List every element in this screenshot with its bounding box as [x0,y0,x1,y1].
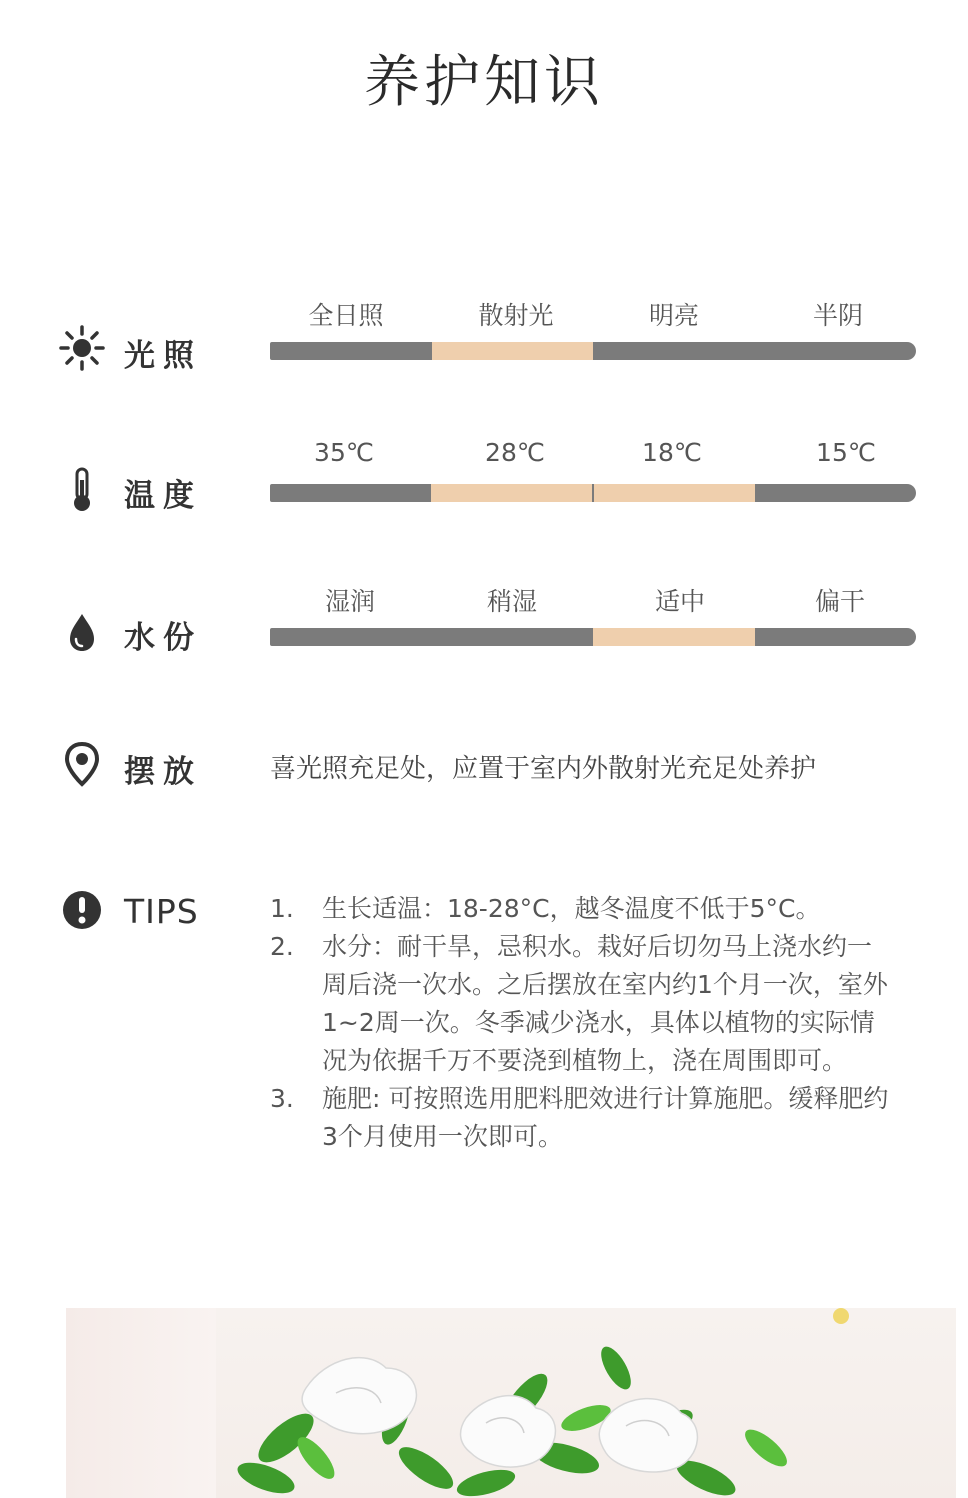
scale-label: 28℃ [485,438,545,467]
scale-segment [432,628,594,646]
water-drop-icon [58,608,106,656]
row-label-placement: 摆放 [124,754,202,790]
scale-segment [270,342,432,360]
scale-segment-highlighted [431,484,592,502]
row-label-water: 水份 [124,620,202,656]
scale-label: 散射光 [478,301,554,330]
gardenia-photo [66,1308,956,1498]
tip-number: 1. [270,894,294,923]
row-label-light: 光照 [124,338,202,374]
scale-bar [270,342,916,360]
scale-segment [755,484,916,502]
scale-label: 18℃ [642,438,702,467]
placement-text: 喜光照充足处，应置于室内外散射光充足处养护 [270,754,817,784]
scale-segment [270,628,432,646]
scale-segment-highlighted [593,628,755,646]
gardenia-plant-illustration [66,1308,956,1498]
tip-item [270,928,890,1080]
scale-segment [755,342,917,360]
tip-item [270,890,890,928]
tip-number: 3. [270,1084,294,1113]
scale-bar [270,628,916,646]
scale-label: 适中 [654,587,706,616]
scale-label: 稍湿 [486,587,538,616]
tip-item [270,1080,890,1156]
tips-label: TIPS [124,892,199,931]
scale-segment [270,484,431,502]
page-title: 养护知识 [364,50,604,115]
scale-label: 半阴 [812,301,864,330]
exclamation-icon [58,886,106,934]
scale-label: 15℃ [816,438,876,467]
scale-label: 全日照 [308,301,384,330]
tips-list [270,890,890,1156]
water-scale [270,582,916,622]
scale-segment-highlighted [432,342,594,360]
temperature-scale [270,438,916,478]
scale-label: 35℃ [314,438,374,467]
thermometer-icon [58,466,106,514]
light-scale [270,296,916,336]
scale-bar [270,484,916,502]
tip-text: 水分：耐干旱，忌积水。栽好后切勿马上浇水约一周后浇一次水。之后摆放在室内约1个月一次，室外1~2周一次。冬季减少浇水，具体以植物的实际情况为依据千万不要浇到植物上，浇在周围即可。 [322,932,888,1075]
scale-segment [755,628,917,646]
tip-text: 施肥: 可按照选用肥料肥效进行计算施肥。缓释肥约3个月使用一次即可。 [322,1084,889,1151]
scale-label: 偏干 [814,587,866,616]
sun-icon [58,324,106,372]
location-pin-icon [58,740,106,788]
scale-segment [593,342,755,360]
scale-label: 湿润 [324,587,376,616]
tip-text: 生长适温：18-28°C，越冬温度不低于5°C。 [322,894,821,923]
tip-number: 2. [270,932,294,961]
scale-segment-highlighted [592,484,755,502]
row-label-temperature: 温度 [124,478,202,514]
scale-label: 明亮 [648,301,700,330]
